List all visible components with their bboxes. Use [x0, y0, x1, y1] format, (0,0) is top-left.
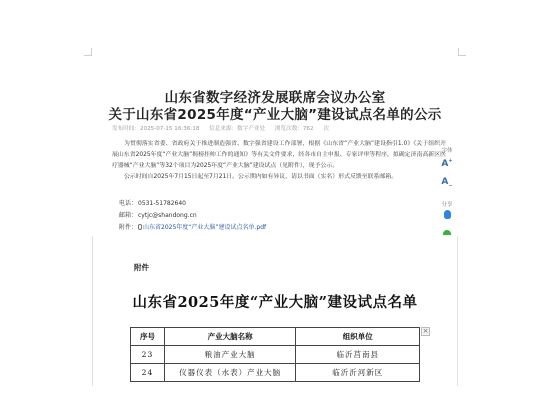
email-value[interactable]: cytjc@shandong.cn [138, 212, 197, 219]
close-icon[interactable]: × [422, 327, 429, 335]
attachment-label: 附件： [119, 224, 138, 231]
col-header-index: 序号 [131, 328, 165, 346]
cell-org: 临沂莒南县 [296, 346, 420, 364]
body-paragraph-1: 为贯彻落实省委、省政府关于推进制造强省、数字强省建设工作部署，根据《山东省“产业大脑”建设指引1.0》《关于组织开展山东省2025年度“产业大脑”揭榜挂帅工作的通知》等有关文件要求，经各市自主申报、专家评审等程序，拟确定济南高新区医疗器械“产业大脑”等32个项目为2025年度“产业大脑”建设试点（见附件），现予公示。 [112, 141, 446, 169]
font-size-label: 字体 [441, 148, 453, 154]
page-crop-mark-left [84, 48, 92, 56]
contact-attachment [119, 222, 266, 231]
attachment-heading: 附件 [134, 263, 149, 272]
font-decrease-icon: A [441, 177, 449, 187]
cell-name: 粮油产业大脑 [164, 346, 296, 364]
wechat-icon [443, 230, 451, 235]
paperclip-icon [138, 224, 142, 230]
pilot-list-table [130, 327, 420, 382]
email-label: 邮箱： [119, 212, 138, 219]
info-source: 信息来源：数字产业处 [209, 126, 266, 132]
share-qq-button[interactable] [436, 210, 458, 221]
cell-name: 仪器仪表（水表）产业大脑 [164, 364, 296, 382]
font-increase-button[interactable]: A+ [441, 158, 453, 169]
body-paragraph-2: 公示时间自2025年7月15日起至7月21日。公示期内如有异议，请以书面（实名）形式反馈至联系邮箱。 [124, 174, 398, 180]
cell-org: 临沂沂河新区 [296, 364, 420, 382]
phone-label: 电话： [119, 200, 138, 207]
col-header-org: 组织单位 [296, 328, 420, 346]
cell-index: 24 [131, 364, 165, 382]
article-meta [112, 124, 337, 132]
publish-time: 发布时间：2025-07-15 16:36:18 [112, 126, 200, 132]
view-count-unit: 次 [323, 126, 329, 132]
table-row [131, 346, 420, 364]
page-crop-mark-right [458, 48, 466, 56]
cell-index: 23 [131, 346, 165, 364]
page-title-line1: 山东省数字经济发展联席会议办公室 [164, 90, 386, 106]
attachment-link[interactable]: 山东省2025年度“产业大脑”建设试点名单.pdf [143, 224, 267, 231]
view-count: 浏览次数：762 [274, 126, 314, 132]
col-header-name: 产业大脑名称 [164, 328, 296, 346]
font-decrease-button[interactable]: $A_-$ [441, 177, 453, 189]
phone-value: 0531-51782640 [138, 200, 186, 207]
share-label: 分享 [441, 202, 453, 208]
list-title: 山东省2025年度“产业大脑”建设试点名单 [132, 294, 418, 311]
table-header-row [131, 328, 420, 346]
qq-icon [444, 210, 451, 219]
share-wechat-button[interactable] [436, 230, 458, 237]
contact-phone [119, 198, 186, 207]
font-increase-icon: A [441, 159, 449, 169]
contact-email [119, 210, 197, 219]
page-title-line2: 关于山东省2025年度“产业大脑”建设试点名单的公示 [108, 107, 442, 123]
table-row [131, 364, 420, 382]
